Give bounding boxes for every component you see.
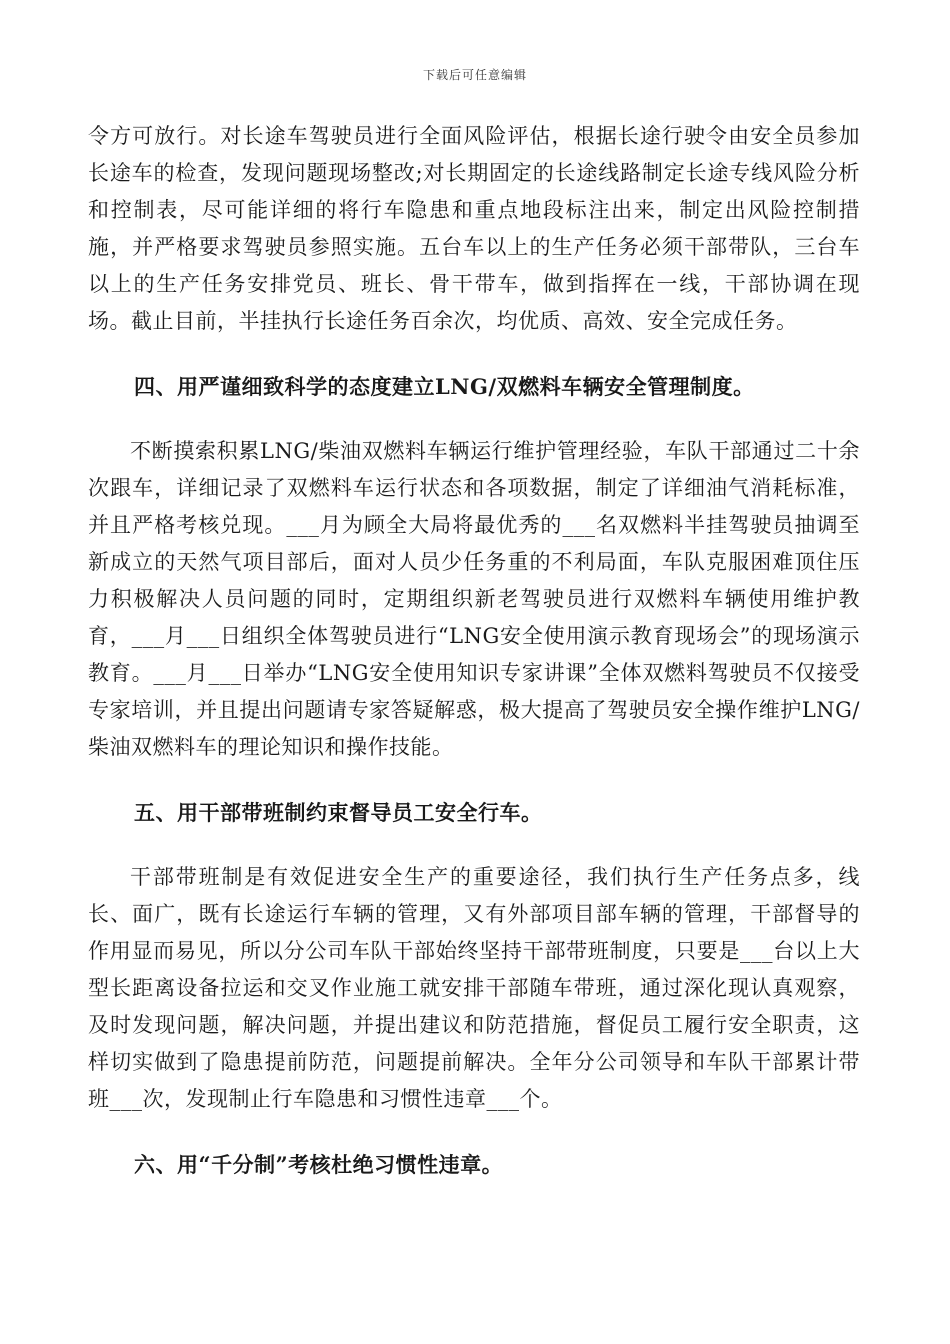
spacer [88, 405, 860, 433]
document-body [88, 118, 860, 1183]
header-note: 下载后可任意编辑 [422, 68, 527, 82]
section-heading-6: 六、用“千分制”考核杜绝习惯性违章。 [134, 1152, 504, 1177]
paragraph-lng-management: 不断摸索积累LNG/柴油双燃料车辆运行维护管理经验，车队干部通过二十余次跟车，详细记录了双燃料车运行状态和各项数据，制定了详细油气消耗标准，并且严格考核兑现。___月为顾全大局将最优秀的___名双燃料半挂驾驶员抽调至新成立的天然气项目部后，面对人员少任务重的不利局面，车队克服困难顶住压力积极解决人员问题的同时，定期组织新老驾驶员进行双燃料车辆使用维护教育，___月___日组织全体驾驶员进行“LNG安全使用演示教育现场会”的现场演示教育。___月___日举办“LNG安全使用知识专家讲课”全体双燃料驾驶员不仅接受专家培训，并且提出问题请专家答疑解惑，极大提高了驾驶员安全操作维护LNG/柴油双燃料车的理论知识和操作技能。 [88, 439, 860, 759]
spacer [88, 340, 860, 368]
section-heading-4: 四、用严谨细致科学的态度建立LNG/双燃料车辆安全管理制度。 [134, 374, 755, 399]
paragraph-continuation: 令方可放行。对长途车驾驶员进行全面风险评估，根据长途行驶令由安全员参加长途车的检查，发现问题现场整改;对长期固定的长途线路制定长途专线风险分析和控制表，尽可能详细的将行车隐患和重点地段标注出来，制定出风险控制措施，并严格要求驾驶员参照实施。五台车以上的生产任务必须干部带队，三台车以上的生产任务安排党员、班长、骨干带车，做到指挥在一线，干部协调在现场。截止目前，半挂执行长途任务百余次，均优质、高效、安全完成任务。 [88, 124, 860, 333]
spacer [88, 1118, 860, 1146]
spacer [88, 831, 860, 859]
section-heading-5: 五、用干部带班制约束督导员工安全行车。 [134, 800, 543, 825]
paragraph-cadre-duty: 干部带班制是有效促进安全生产的重要途径，我们执行生产任务点多，线长、面广，既有长途运行车辆的管理，又有外部项目部车辆的管理，干部督导的作用显而易见，所以分公司车队干部始终坚持干部带班制度，只要是___台以上大型长距离设备拉运和交叉作业施工就安排干部随车带班，通过深化现认真观察，及时发现问题，解决问题，并提出建议和防范措施，督促员工履行安全职责，这样切实做到了隐患提前防范，问题提前解决。全年分公司领导和车队干部累计带班___次，发现制止行车隐患和习惯性违章___个。 [88, 865, 860, 1111]
spacer [88, 766, 860, 794]
